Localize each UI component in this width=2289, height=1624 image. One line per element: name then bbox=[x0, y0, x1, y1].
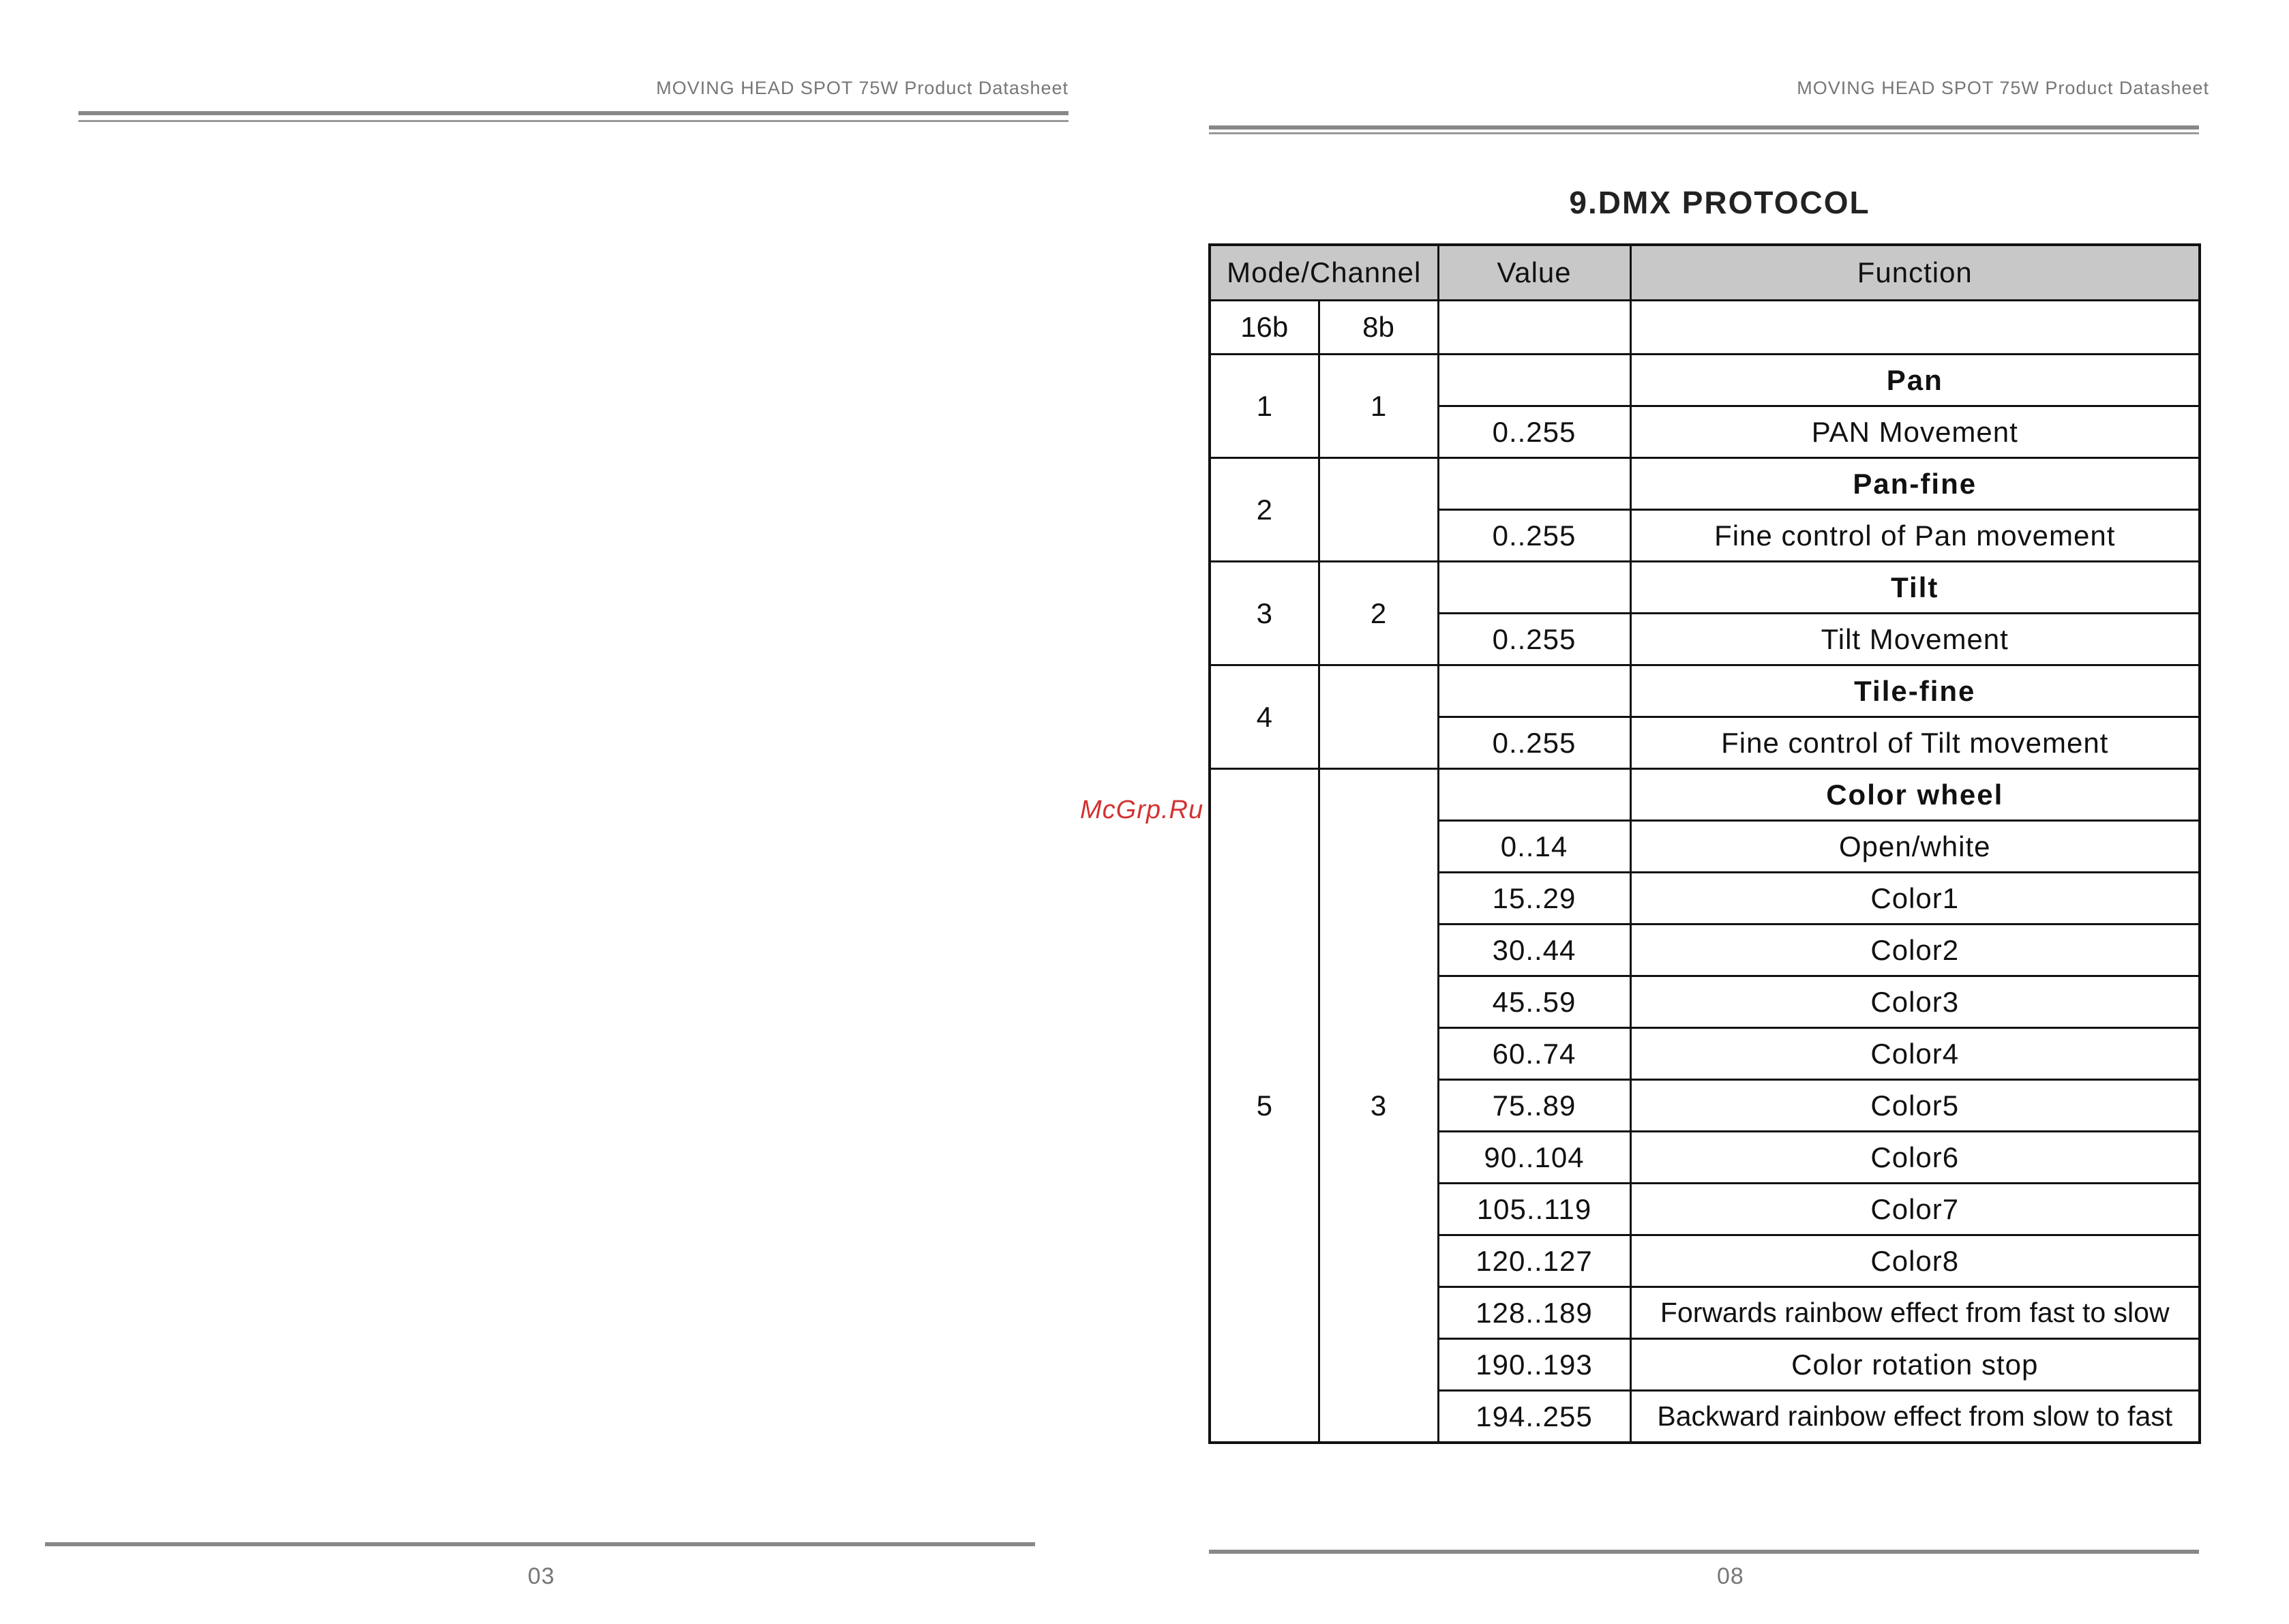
value-cell-empty bbox=[1438, 458, 1630, 510]
table-row bbox=[1210, 665, 2200, 717]
channel-16b: 2 bbox=[1210, 458, 1319, 562]
channel-8b bbox=[1319, 665, 1438, 769]
value-cell: 90..104 bbox=[1438, 1132, 1630, 1184]
function-title: Tile-fine bbox=[1630, 665, 2200, 717]
channel-8b: 2 bbox=[1319, 562, 1438, 665]
function-cell: PAN Movement bbox=[1630, 406, 2200, 458]
function-cell: Color8 bbox=[1630, 1235, 2200, 1287]
function-cell: Fine control of Tilt movement bbox=[1630, 717, 2200, 769]
value-cell: 128..189 bbox=[1438, 1287, 1630, 1339]
value-cell: 194..255 bbox=[1438, 1391, 1630, 1443]
function-cell: Backward rainbow effect from slow to fast bbox=[1630, 1391, 2200, 1443]
header-text-left: MOVING HEAD SPOT 75W Product Datasheet bbox=[656, 78, 1068, 98]
function-title: Pan bbox=[1630, 355, 2200, 406]
value-cell: 75..89 bbox=[1438, 1080, 1630, 1132]
table-row bbox=[1210, 769, 2200, 821]
right-page bbox=[1132, 0, 2289, 1624]
channel-16b: 5 bbox=[1210, 769, 1319, 1443]
function-title: Tilt bbox=[1630, 562, 2200, 614]
header-rule-left bbox=[78, 111, 1068, 115]
function-title: Color wheel bbox=[1630, 769, 2200, 821]
channel-16b: 4 bbox=[1210, 665, 1319, 769]
function-cell: Color2 bbox=[1630, 924, 2200, 976]
value-cell: 0..255 bbox=[1438, 406, 1630, 458]
channel-8b: 1 bbox=[1319, 355, 1438, 458]
function-cell: Forwards rainbow effect from fast to slow bbox=[1630, 1287, 2200, 1339]
left-page bbox=[0, 0, 1132, 1624]
header-rule-left-thin bbox=[78, 120, 1068, 122]
value-cell: 0..255 bbox=[1438, 510, 1630, 562]
section-title: 9.DMX PROTOCOL bbox=[1569, 185, 1870, 220]
value-cell: 120..127 bbox=[1438, 1235, 1630, 1287]
value-cell: 60..74 bbox=[1438, 1028, 1630, 1080]
header-text-right: MOVING HEAD SPOT 75W Product Datasheet bbox=[1797, 78, 2209, 98]
function-cell: Color7 bbox=[1630, 1184, 2200, 1235]
value-cell-empty bbox=[1438, 769, 1630, 821]
function-cell: Color6 bbox=[1630, 1132, 2200, 1184]
header-rule-right-thin bbox=[1209, 132, 2199, 134]
function-cell: Open/white bbox=[1630, 821, 2200, 873]
footer-rule-left bbox=[45, 1542, 1035, 1546]
channel-8b bbox=[1319, 458, 1438, 562]
page-number-right: 08 bbox=[1717, 1563, 1744, 1589]
value-cell: 105..119 bbox=[1438, 1184, 1630, 1235]
subheader-16b: 16b bbox=[1210, 301, 1319, 355]
header-rule-right bbox=[1209, 125, 2199, 130]
footer-rule-right bbox=[1209, 1550, 2199, 1554]
channel-16b: 3 bbox=[1210, 562, 1319, 665]
function-cell: Tilt Movement bbox=[1630, 614, 2200, 665]
subheader-value-empty bbox=[1438, 301, 1630, 355]
value-cell: 15..29 bbox=[1438, 873, 1630, 924]
subheader-function-empty bbox=[1630, 301, 2200, 355]
channel-16b: 1 bbox=[1210, 355, 1319, 458]
table-row bbox=[1210, 562, 2200, 614]
function-cell: Color rotation stop bbox=[1630, 1339, 2200, 1391]
table-subheader-row bbox=[1210, 301, 2200, 355]
function-cell: Color3 bbox=[1630, 976, 2200, 1028]
function-cell: Color5 bbox=[1630, 1080, 2200, 1132]
header-value: Value bbox=[1438, 245, 1630, 301]
value-cell-empty bbox=[1438, 562, 1630, 614]
value-cell: 0..255 bbox=[1438, 717, 1630, 769]
value-cell: 190..193 bbox=[1438, 1339, 1630, 1391]
function-title: Pan-fine bbox=[1630, 458, 2200, 510]
subheader-8b: 8b bbox=[1319, 301, 1438, 355]
table-row bbox=[1210, 458, 2200, 510]
value-cell-empty bbox=[1438, 355, 1630, 406]
page-number-left: 03 bbox=[528, 1563, 555, 1589]
function-cell: Fine control of Pan movement bbox=[1630, 510, 2200, 562]
function-cell: Color4 bbox=[1630, 1028, 2200, 1080]
watermark: McGrp.Ru bbox=[1080, 796, 1204, 824]
value-cell: 0..255 bbox=[1438, 614, 1630, 665]
table-header-row bbox=[1210, 245, 2200, 301]
value-cell: 30..44 bbox=[1438, 924, 1630, 976]
channel-8b: 3 bbox=[1319, 769, 1438, 1443]
header-function: Function bbox=[1630, 245, 2200, 301]
value-cell: 0..14 bbox=[1438, 821, 1630, 873]
value-cell: 45..59 bbox=[1438, 976, 1630, 1028]
header-mode-channel: Mode/Channel bbox=[1210, 245, 1438, 301]
function-cell: Color1 bbox=[1630, 873, 2200, 924]
dmx-protocol-table bbox=[1208, 243, 2201, 1444]
table-row bbox=[1210, 355, 2200, 406]
value-cell-empty bbox=[1438, 665, 1630, 717]
